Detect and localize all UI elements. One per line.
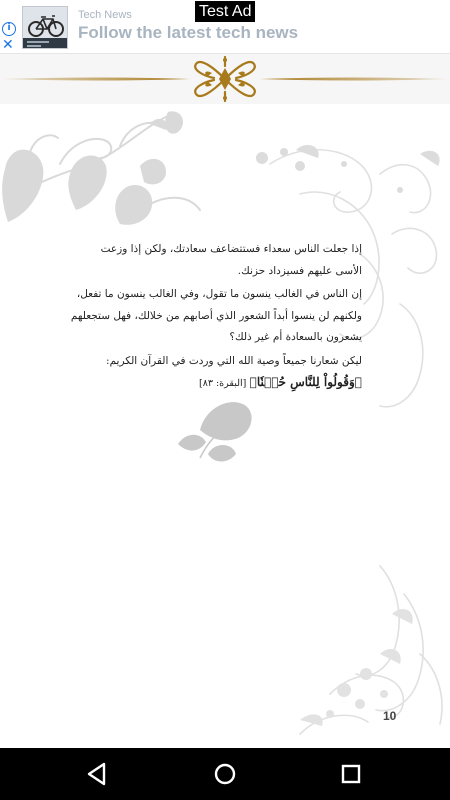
text-line: إذا جعلت الناس سعداء فستتضاعف سعادتك، ولكن إذا وزعت <box>100 243 362 255</box>
quran-verse-line <box>46 372 362 395</box>
ad-source-label: Tech News <box>78 9 132 21</box>
text-line: الأسى عليهم فسيزداد حزنك. <box>237 264 362 277</box>
text-line: ولكنهم لن ينسوا أبداً الشعور الذي أصابهم من خلالك، فهل ستجعلهم <box>70 309 362 322</box>
bicycle-icon <box>23 7 68 49</box>
circle-home-icon[interactable] <box>210 759 240 789</box>
quran-verse: ﴿وَقُولُواْ لِلنَّاسِ حُسۡنٗا﴾ <box>249 375 362 389</box>
book-page[interactable] <box>0 54 450 748</box>
page-header-band <box>0 54 450 104</box>
navigation-bar <box>0 748 450 800</box>
ad-banner[interactable] <box>0 0 450 54</box>
test-ad-badge: Test Ad <box>195 1 255 22</box>
ad-headline[interactable]: Follow the latest tech news <box>78 23 299 42</box>
page-number: 10 <box>383 709 397 723</box>
floral-background-pattern <box>0 54 450 748</box>
text-line: يشعرون بالسعادة أم غير ذلك؟ <box>229 331 362 343</box>
text-line: ليكن شعارنا جميعاً وصية الله التي وردت في القرآن الكريم: <box>106 354 362 367</box>
ad-close-icon[interactable]: ✕ <box>2 37 14 53</box>
book-text-block <box>46 239 362 395</box>
square-recents-icon[interactable] <box>336 759 366 789</box>
triangle-back-icon[interactable] <box>82 759 112 789</box>
text-line: إن الناس في الغالب ينسون ما تقول، وفي الغالب ينسون ما تفعل، <box>76 288 362 300</box>
quran-reference: [البقرة: ٨٣] <box>199 378 247 389</box>
ad-info-icon[interactable]: i <box>2 22 16 36</box>
ad-bicycle-image[interactable] <box>22 6 68 49</box>
